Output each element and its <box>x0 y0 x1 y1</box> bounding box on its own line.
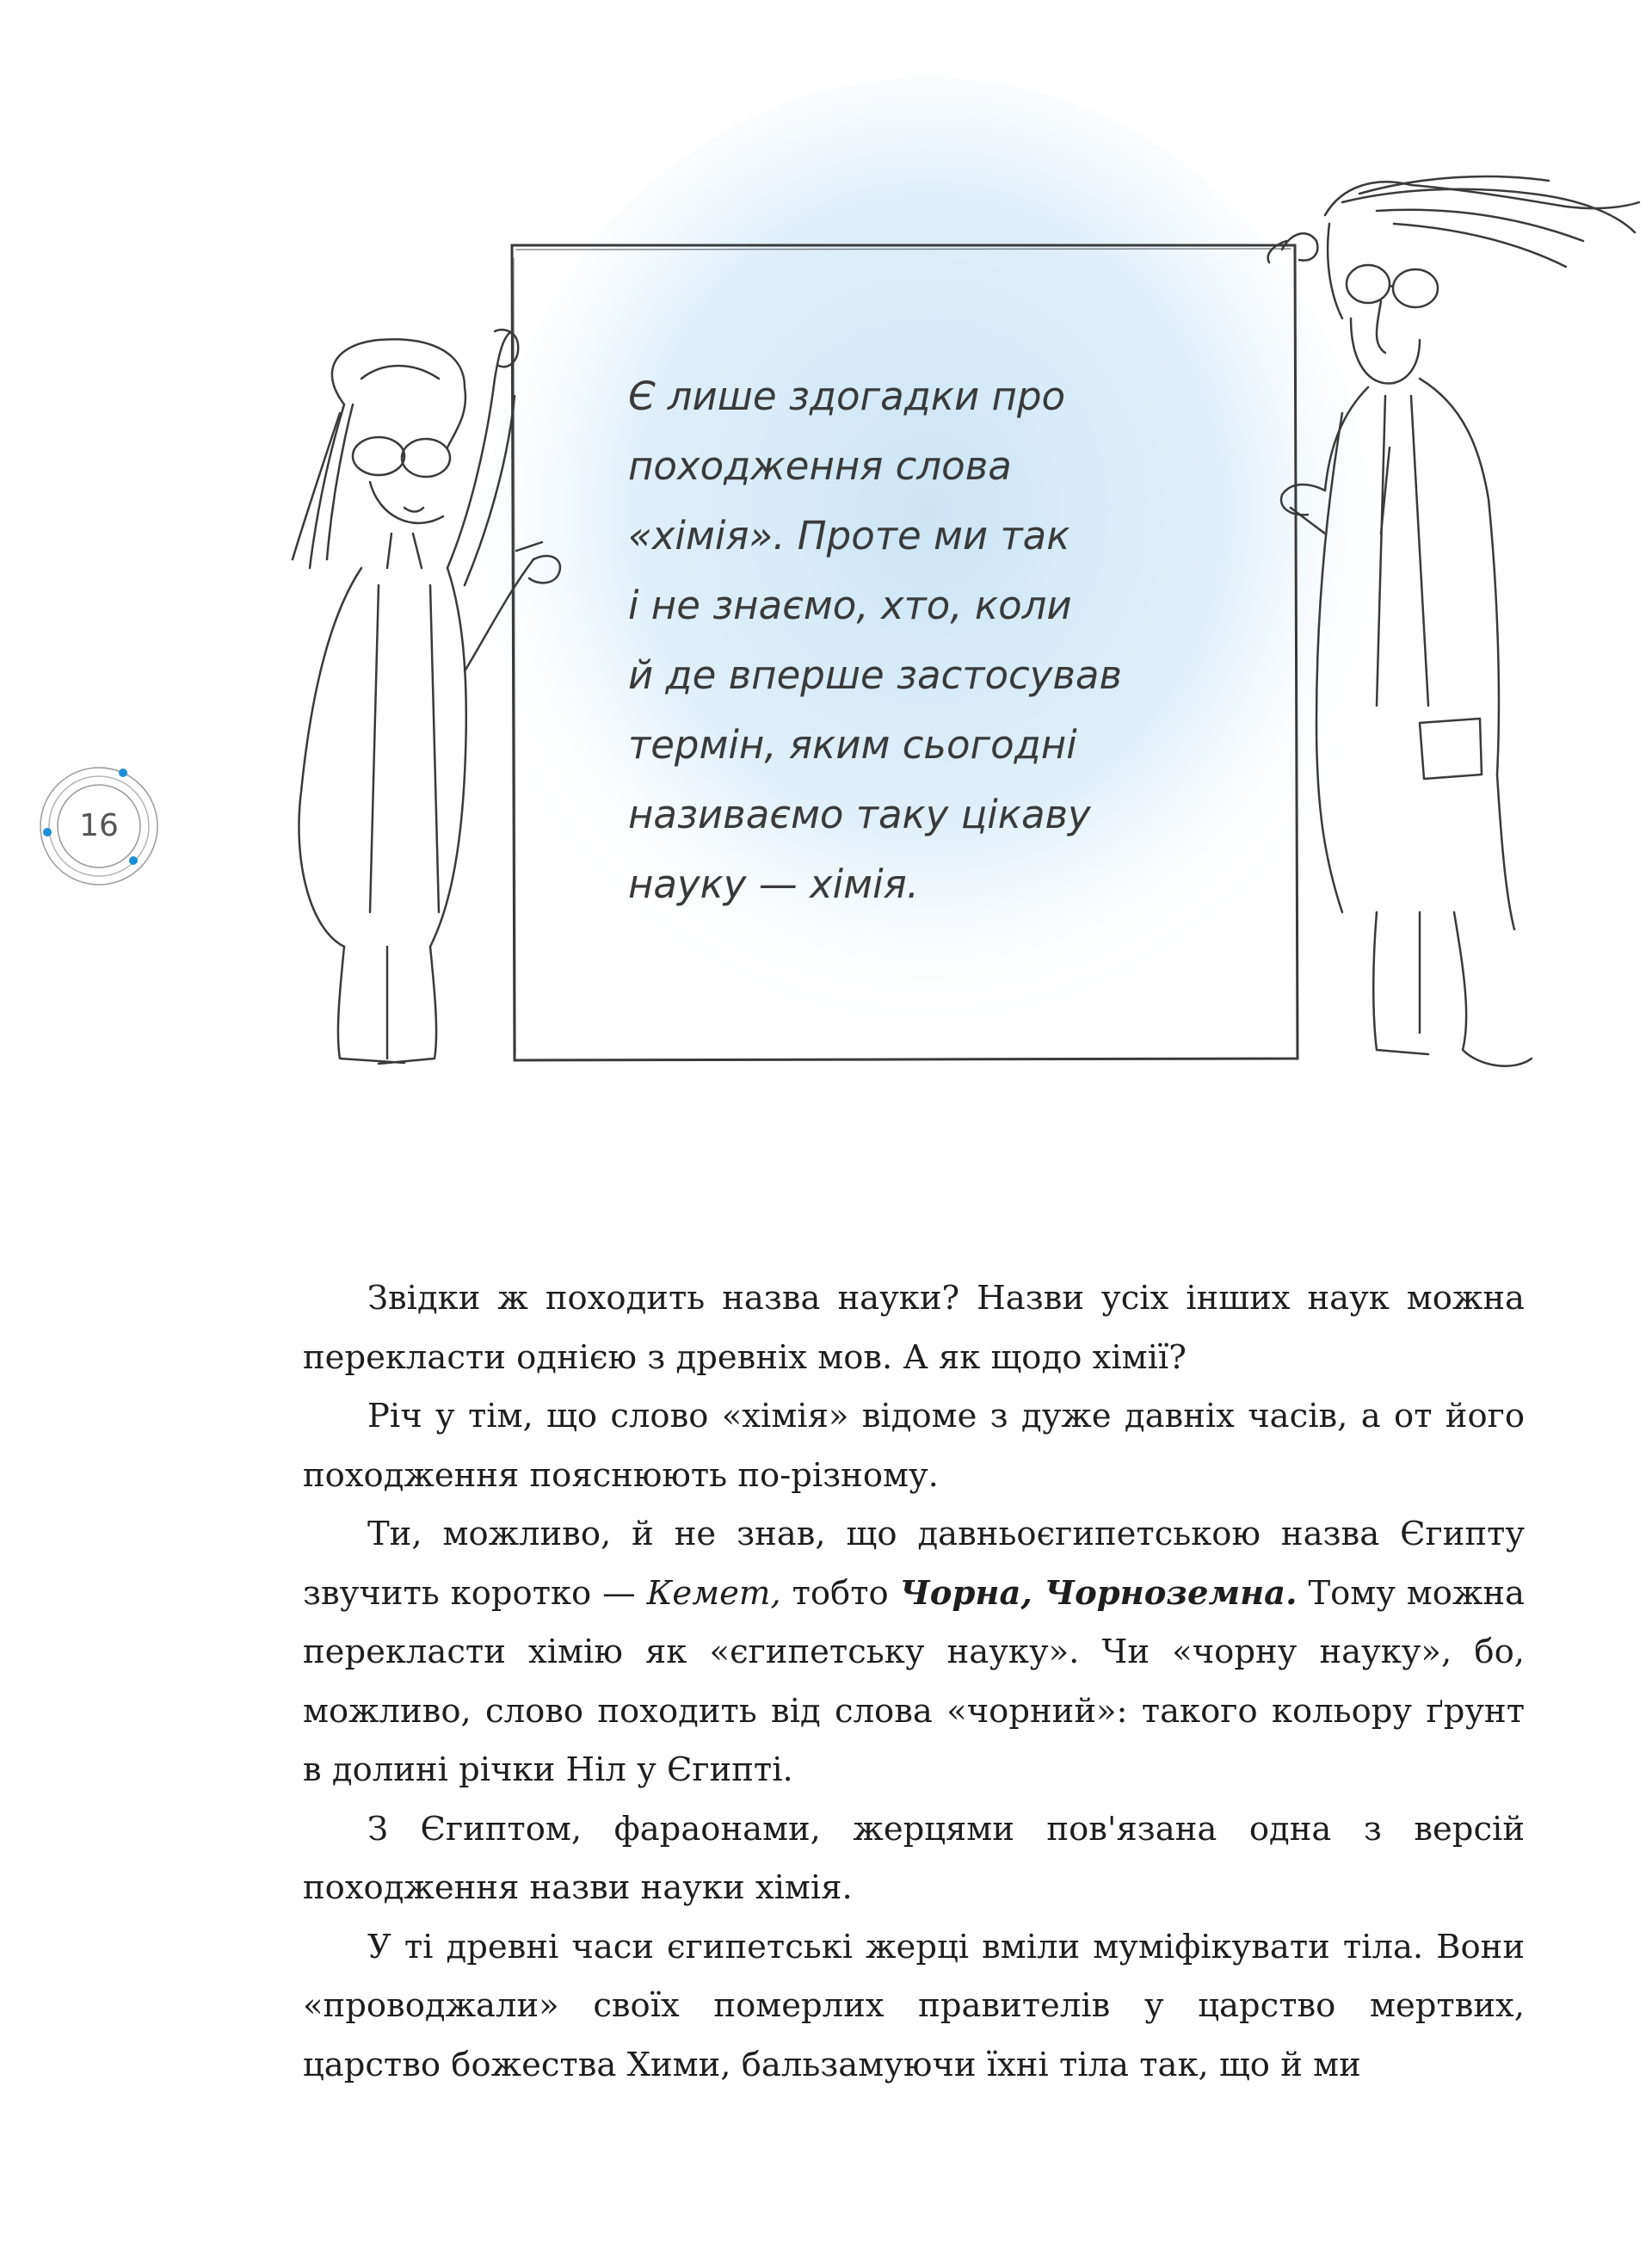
sign-line: й де вперше застосував <box>628 652 1122 698</box>
sign-line: термін, яким сьогодні <box>628 722 1077 768</box>
kemet-term: Кемет, <box>646 1573 781 1613</box>
chorna-term: Чорна, Чорноземна. <box>899 1573 1298 1613</box>
sign-line: науку — хімія. <box>628 861 920 907</box>
sign-line: і не знаємо, хто, коли <box>628 583 1072 628</box>
page-number-badge <box>34 762 163 891</box>
body-text <box>303 1269 1525 2095</box>
sign-line: походження слова <box>628 443 1012 489</box>
paragraph <box>303 1505 1525 1800</box>
sign-line: Є лише здогадки про <box>628 373 1066 419</box>
paragraph-text: тобто <box>780 1573 900 1613</box>
sign-text <box>628 361 1282 919</box>
page-number: 16 <box>79 808 119 843</box>
paragraph: Річ у тім, що слово «хімія» відоме з дуже давніх часів, а от його походження пояснюють по-різному. <box>303 1397 1525 1495</box>
paragraph-text: Тому можна перекласти хімію як «єгипетську науку». Чи «чорну науку», бо, можливо, слово походить від слова «чорний»: такого кольору ґрунт в долині річки Ніл у Єгипті. <box>303 1573 1525 1789</box>
sign-line: називаємо таку цікаву <box>628 792 1091 837</box>
sign-line: «хімія». Проте ми так <box>628 513 1070 559</box>
paragraph-text: Ти, можливо, й не знав, що давньоєгипетською назва Єгипту звучить коротко — <box>303 1515 1525 1613</box>
paragraph: Звідки ж походить назва науки? Назви усіх інших наук можна перекласти однією з древніх мов. А як щодо хімії? <box>303 1279 1525 1377</box>
paragraph: У ті древні часи єгипетські жерці вміли муміфікувати тіла. Вони «проводжали» своїх померлих правителів у царство мертвих, царство божества Хими, бальзамуючи їхні тіла так, що й ми <box>303 1927 1525 2084</box>
paragraph: З Єгиптом, фараонами, жерцями пов'язана одна з версій походження назви науки хімія. <box>303 1809 1525 1907</box>
